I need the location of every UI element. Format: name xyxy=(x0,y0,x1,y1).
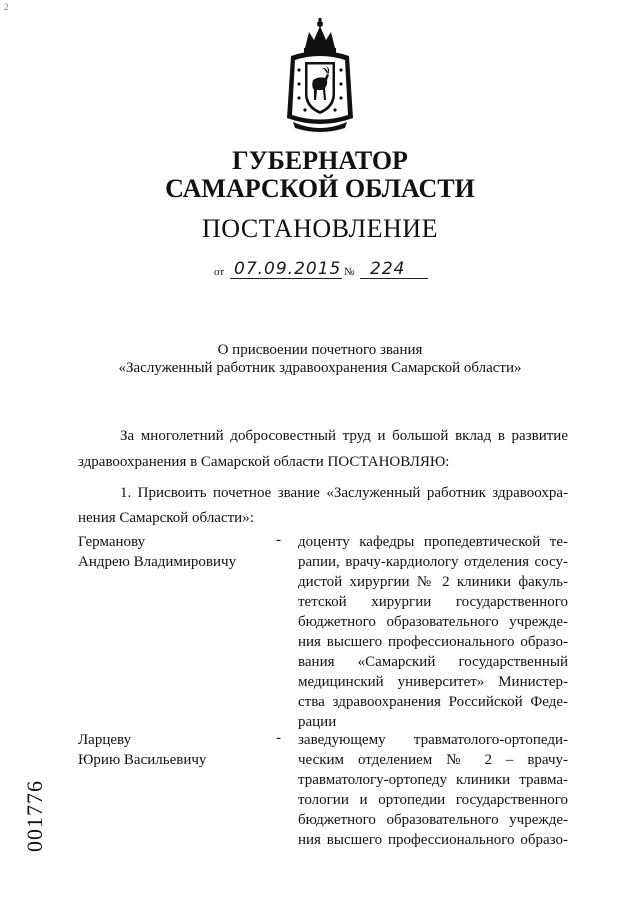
registration-number-stamp: 001776 xyxy=(22,780,47,852)
awardee-dash: - xyxy=(276,532,281,548)
awardee-name xyxy=(78,532,236,572)
awardee-surname: Германову xyxy=(78,534,146,550)
position-line: дистой хирургии № 2 клиники факуль- xyxy=(298,574,568,590)
date-number-line xyxy=(214,258,444,282)
awardee-dash: - xyxy=(276,730,281,746)
issuer-line-2: САМАРСКОЙ ОБЛАСТИ xyxy=(165,174,475,203)
position-line: тетской хирургии государственного xyxy=(298,594,568,610)
awardee-position xyxy=(298,730,568,850)
handwritten-date: 07.09.2015 xyxy=(234,259,342,279)
position-line: ния высшего профессионального образо- xyxy=(298,832,568,848)
awardee-given-names: Юрию Васильевичу xyxy=(78,752,207,768)
position-line: заведующему травматолого-ортопеди- xyxy=(298,732,568,748)
position-line: вания «Самарский государственный xyxy=(298,654,568,670)
position-line: доценту кафедры пропедевтической те- xyxy=(298,534,568,550)
position-line: рапии, врачу-кардиологу отделения сосу- xyxy=(298,554,568,570)
position-line: рации xyxy=(298,714,337,730)
item-1-line-1: 1. Присвоить почетное звание «Заслуженный работник здравоохра- xyxy=(120,485,568,501)
handwritten-number: 224 xyxy=(370,259,406,279)
coat-of-arms-emblem xyxy=(283,18,357,134)
position-line: травматологу-ортопеду клиники травма- xyxy=(298,772,568,788)
position-line: медицинский университет» Министер- xyxy=(298,674,568,690)
awardee-name xyxy=(78,730,206,770)
subject-line-2: «Заслуженный работник здравоохранения Самарской области» xyxy=(118,360,522,376)
preamble-line-2: здравоохранения в Самарской области ПОСТАНОВЛЯЮ: xyxy=(78,454,450,470)
position-line: ства здравоохранения Российской Феде- xyxy=(298,694,568,710)
date-label: от xyxy=(214,266,225,278)
position-line: ческим отделением № 2 – врачу- xyxy=(298,752,568,768)
page-corner-mark: 2 xyxy=(4,2,9,12)
position-line: бюджетного образовательного учрежде- xyxy=(298,614,568,630)
item-1-line-2: нения Самарской области»: xyxy=(78,510,254,526)
position-line: бюджетного образовательного учрежде- xyxy=(298,812,568,828)
issuer-line-1: ГУБЕРНАТОР xyxy=(232,146,408,175)
document-type: ПОСТАНОВЛЕНИЕ xyxy=(202,214,438,243)
number-label: № xyxy=(344,266,355,278)
preamble-line-1: За многолетний добросовестный труд и большой вклад в развитие xyxy=(120,428,568,444)
position-line: ния высшего профессионального образо- xyxy=(298,634,568,650)
awardee-surname: Ларцеву xyxy=(78,732,132,748)
awardee-position xyxy=(298,532,568,732)
position-line: тологии и ортопедии государственного xyxy=(298,792,568,808)
awardee-given-names: Андрею Владимировичу xyxy=(78,554,237,570)
subject-line-1: О присвоении почетного звания xyxy=(217,342,423,358)
